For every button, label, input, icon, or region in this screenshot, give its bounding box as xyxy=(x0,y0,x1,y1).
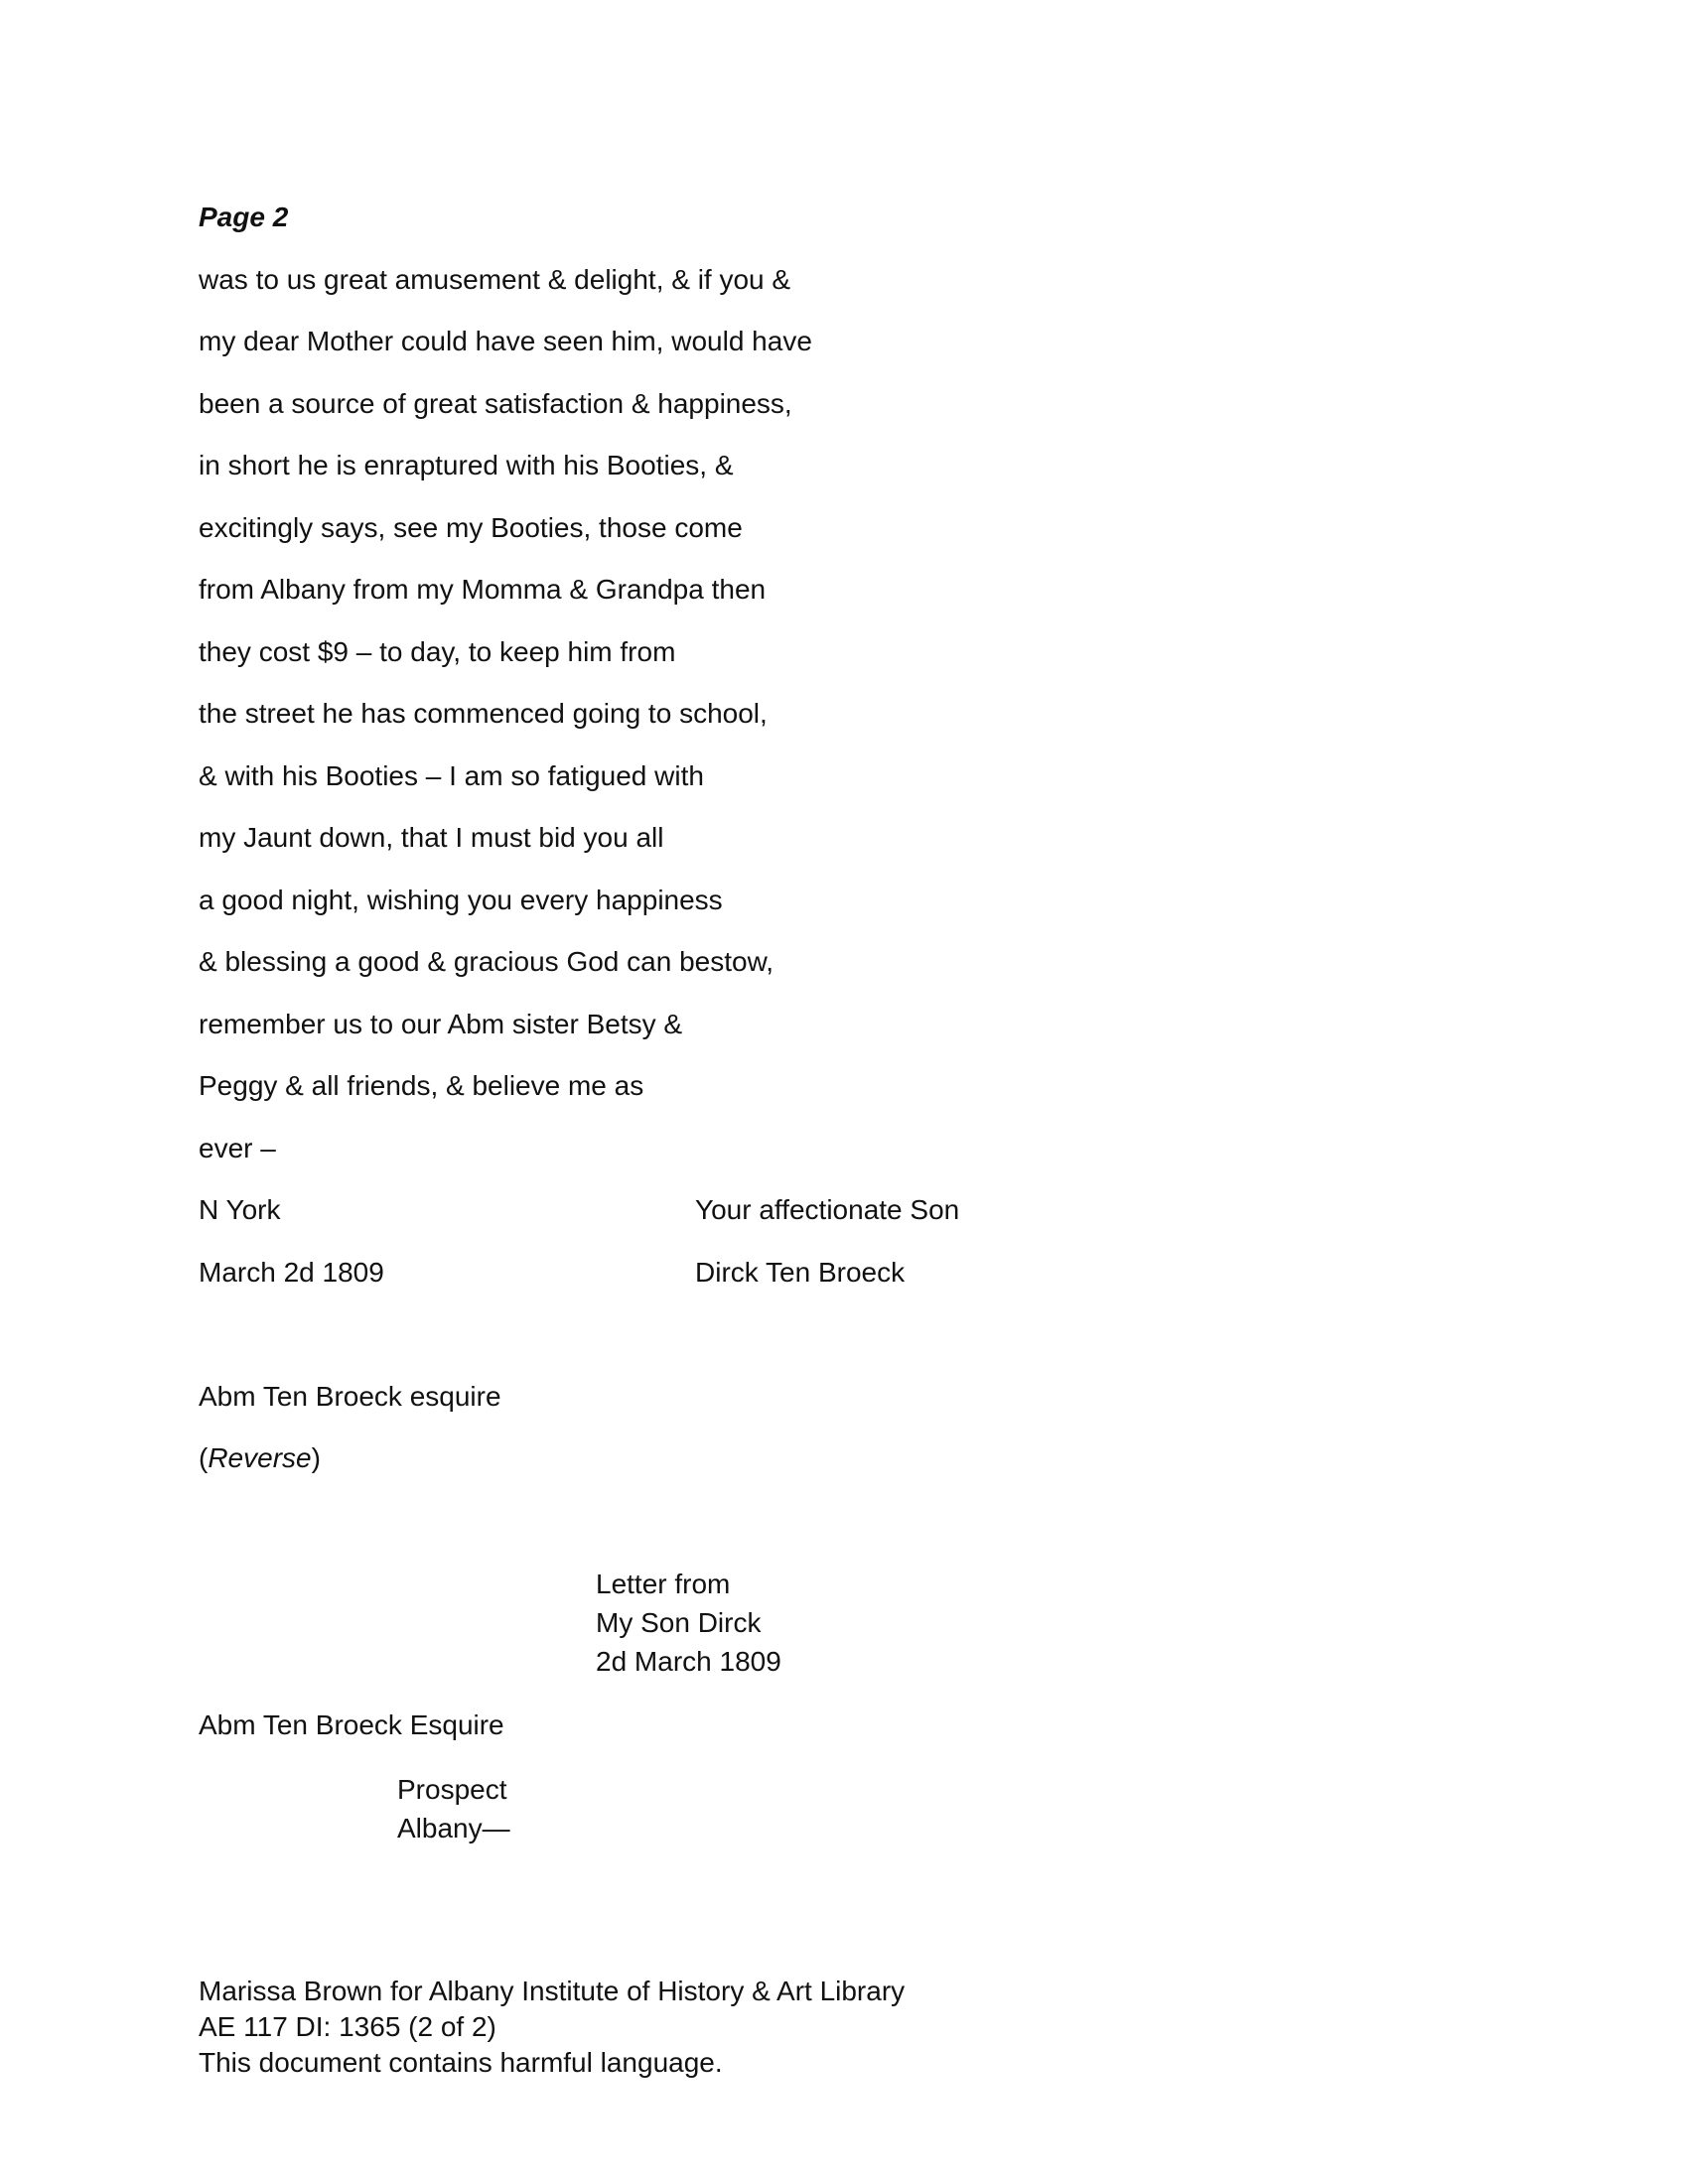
letter-line: a good night, wishing you every happiness xyxy=(199,885,723,915)
letter-line: excitingly says, see my Booties, those come xyxy=(199,512,743,543)
page-heading: Page 2 xyxy=(199,202,289,232)
reverse-close-paren: ) xyxy=(311,1442,321,1473)
closing-signature: Dirck Ten Broeck xyxy=(695,1257,906,1288)
address-place-line: Albany— xyxy=(397,1813,510,1843)
letter-line: my Jaunt down, that I must bid you all xyxy=(199,822,664,853)
address-place xyxy=(397,1770,510,1847)
footer-identifier: AE 117 DI: 1365 (2 of 2) xyxy=(199,2011,496,2042)
footer-notice: This document contains harmful language. xyxy=(199,2047,723,2078)
footer-credit: Marissa Brown for Albany Institute of History & Art Library xyxy=(199,1976,906,2006)
transcription-footer xyxy=(199,1974,905,2081)
address-place-line: Prospect xyxy=(397,1774,507,1805)
closing-place: N York xyxy=(199,1194,281,1225)
addressee-line: Abm Ten Broeck esquire xyxy=(199,1381,501,1412)
docket-line: Letter from xyxy=(596,1569,731,1599)
address-name: Abm Ten Broeck Esquire xyxy=(199,1709,504,1740)
letter-line: remember us to our Abm sister Betsy & xyxy=(199,1009,683,1039)
letter-line: from Albany from my Momma & Grandpa then xyxy=(199,574,767,605)
letter-line: the street he has commenced going to school, xyxy=(199,698,768,729)
docket-note xyxy=(596,1565,781,1681)
letter-line: in short he is enraptured with his Booties, & xyxy=(199,450,734,480)
reverse-label xyxy=(199,1440,321,1476)
letter-line: ever – xyxy=(199,1133,276,1163)
letter-line: Peggy & all friends, & believe me as xyxy=(199,1070,644,1101)
letter-line: been a source of great satisfaction & happiness, xyxy=(199,388,792,419)
closing-date: March 2d 1809 xyxy=(199,1257,384,1288)
closing-salutation: Your affectionate Son xyxy=(695,1194,960,1225)
reverse-word: Reverse xyxy=(208,1442,312,1473)
letter-line: my dear Mother could have seen him, would have xyxy=(199,326,812,356)
docket-line: 2d March 1809 xyxy=(596,1646,781,1677)
letter-line: & blessing a good & gracious God can bestow, xyxy=(199,946,774,977)
letter-line: was to us great amusement & delight, & if you & xyxy=(199,264,791,295)
docket-line: My Son Dirck xyxy=(596,1607,762,1638)
letter-line: & with his Booties – I am so fatigued with xyxy=(199,760,704,791)
reverse-open-paren: ( xyxy=(199,1442,209,1473)
letter-line: they cost $9 – to day, to keep him from xyxy=(199,636,676,667)
